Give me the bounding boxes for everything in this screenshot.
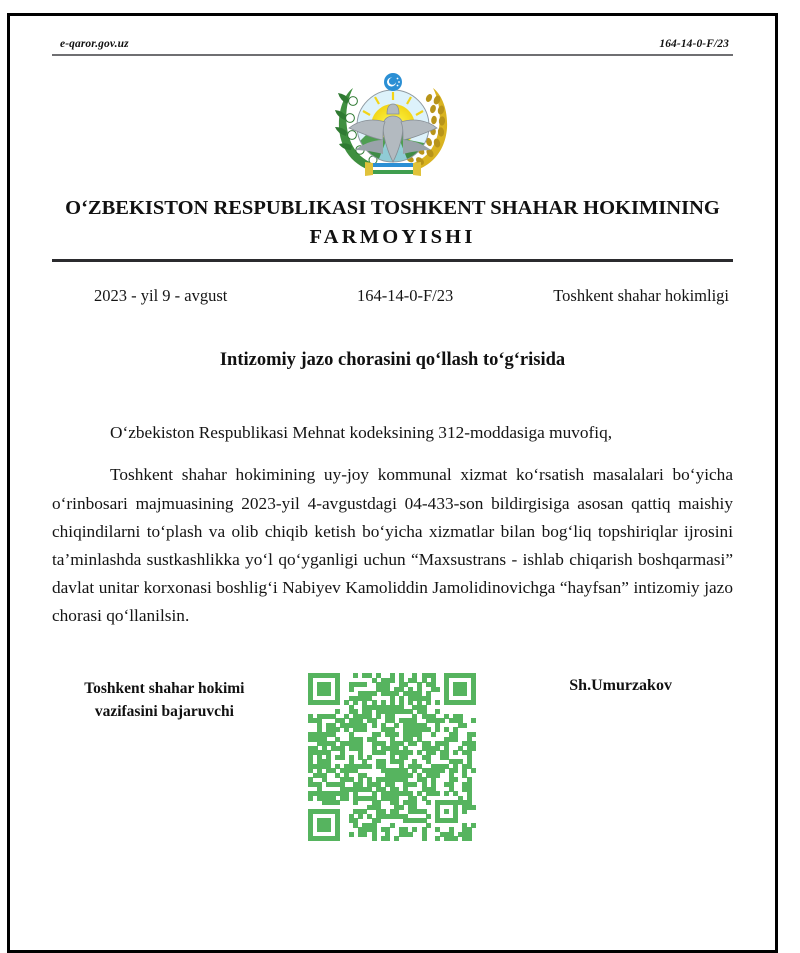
body-paragraph-2: Toshkent shahar hokimining uy-joy kommunal xizmat ko‘rsatish masalalari bo‘yicha o‘rinbosari majmuasining 2023-yil 4-avgustdagi 04-433-son bildirgisiga asosan qattiq maishiy chiqindilarni to‘plash va olib chiqib ketish bo‘yicha xizmatlar bilan bog‘liq topshiriqlar ijrosini ta’minlashda sustkashlikka yo‘l qo‘yganligi uchun “Maxsustrans - ishlab chiqarish boshqarmasi” davlat unitar korxonasi boshlig‘i Nabiyev Kamoliddin Jamolidinovichga “hayfsan” intizomiy jazo chorasi qo‘llanilsin. (52, 465, 733, 626)
signer-title (52, 673, 277, 724)
document-subject: Intizomiy jazo chorasini qo‘llash to‘g‘risida (219, 350, 566, 371)
document-meta (52, 286, 733, 306)
letterhead-site: e-qaror.gov.uz (60, 38, 129, 50)
qr-code-container (277, 673, 509, 841)
document-date: 2023 - yil 9 - avgust (94, 286, 228, 306)
coat-of-arms-of-uzbekistan-icon (317, 70, 469, 182)
document-number: 164-14-0-F/23 (357, 286, 454, 306)
document-organization: Toshkent shahar hokimligi (553, 286, 729, 306)
signer-title-line1: Toshkent shahar hokimi (84, 679, 245, 697)
letterhead-doc-number: 164-14-0-F/23 (659, 38, 729, 50)
signer-name: Sh.Umurzakov (569, 676, 672, 694)
page-content (10, 16, 775, 950)
document-body (52, 419, 733, 630)
title-divider (52, 259, 733, 262)
page-title-subtype: FARMOYISHI (309, 226, 476, 249)
letterhead (52, 16, 733, 50)
signature-block (52, 673, 733, 841)
body-paragraph-1: O‘zbekiston Respublikasi Mehnat kodeksining 312-moddasiga muvofiq, (110, 423, 613, 443)
emblem-container (52, 70, 733, 182)
header-divider (52, 54, 733, 56)
signer-title-line2: vazifasini bajaruvchi (94, 702, 234, 720)
page-title: O‘ZBEKISTON RESPUBLIKASI TOSHKENT SHAHAR HOKIMINING (65, 197, 720, 219)
qr-code[interactable] (308, 673, 476, 841)
document-page (7, 13, 778, 953)
